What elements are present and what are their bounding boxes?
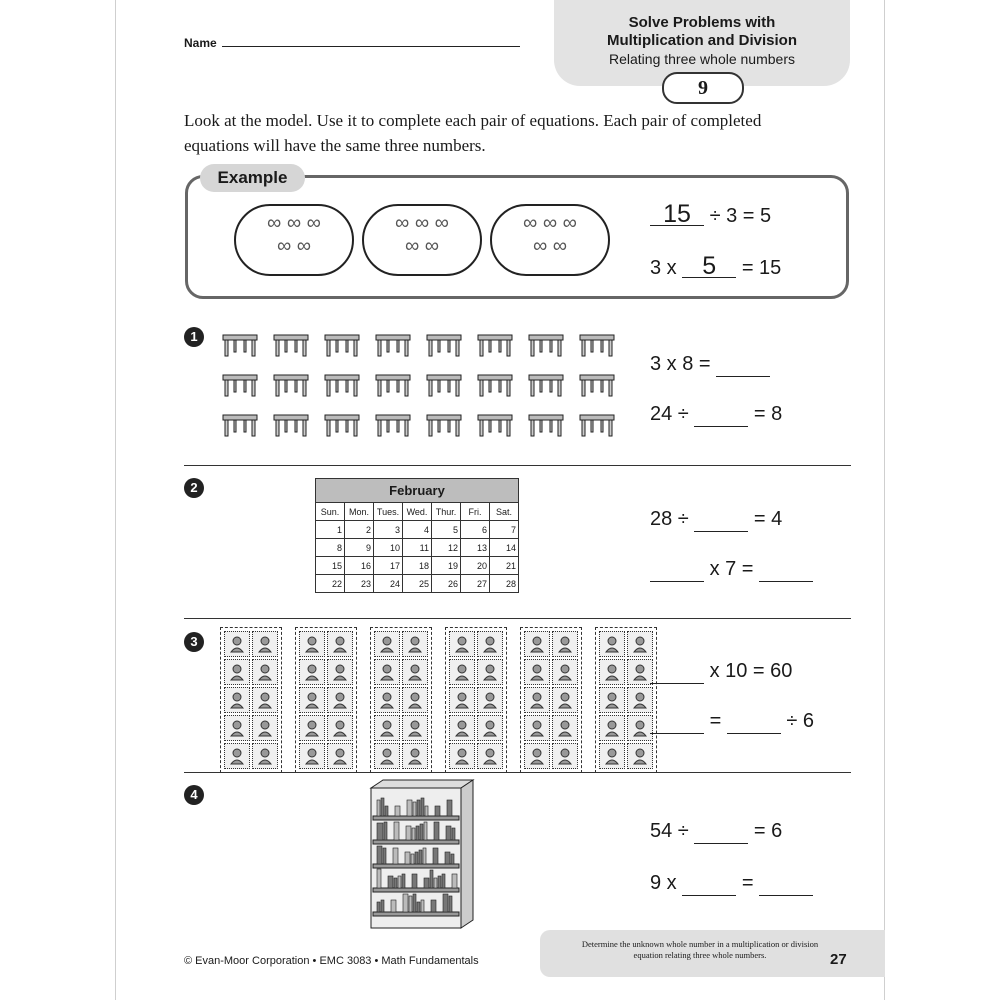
- calendar-week: [316, 557, 519, 575]
- calendar-day-header: Wed.: [403, 503, 432, 521]
- problem-3-equation-2: = ÷ 6: [650, 710, 814, 734]
- problem-number-4: 4: [184, 785, 204, 805]
- pretzel-group-3: [490, 204, 610, 276]
- stamp-icon: [402, 659, 428, 685]
- calendar-date: 12: [432, 539, 461, 557]
- pretzel-icon: ∞ ∞: [276, 235, 312, 257]
- stamp-icon: [374, 743, 400, 769]
- stamp-icon: [552, 687, 578, 713]
- table-icon: [579, 413, 615, 437]
- stamp-icon: [524, 743, 550, 769]
- stamp-icon: [252, 687, 278, 713]
- february-calendar: [315, 478, 519, 593]
- stamp-icon: [224, 715, 250, 741]
- stamp-icon: [524, 659, 550, 685]
- table-icon: [477, 413, 513, 437]
- stamp-icon: [477, 631, 503, 657]
- copyright: © Evan-Moor Corporation • EMC 3083 • Math Fundamentals: [184, 955, 479, 967]
- calendar-date: 8: [316, 539, 345, 557]
- calendar-date: 22: [316, 575, 345, 593]
- stamp-icon: [552, 631, 578, 657]
- stamp-icon: [224, 659, 250, 685]
- stamp-icon: [524, 687, 550, 713]
- stamp-icon: [299, 659, 325, 685]
- example-answer-2: 5: [682, 255, 736, 278]
- pretzel-group-2: [362, 204, 482, 276]
- table-icon: [222, 333, 258, 357]
- table-icon: [222, 413, 258, 437]
- stamp-icon: [402, 687, 428, 713]
- calendar-date: 25: [403, 575, 432, 593]
- stamp-icon: [224, 743, 250, 769]
- table-icon: [579, 333, 615, 357]
- calendar-date: 2: [345, 521, 374, 539]
- problem-2-equation-1: 28 ÷ = 4: [650, 508, 783, 530]
- answer-blank[interactable]: [727, 710, 781, 734]
- lesson-number-badge: 9: [662, 72, 744, 104]
- stamp-icon: [477, 715, 503, 741]
- calendar-date: 23: [345, 575, 374, 593]
- stamp-icon: [374, 715, 400, 741]
- table-icon: [375, 373, 411, 397]
- table-icon: [273, 333, 309, 357]
- calendar-date: 17: [374, 557, 403, 575]
- stamp-icon: [327, 659, 353, 685]
- calendar-date: 11: [403, 539, 432, 557]
- table-icon: [477, 373, 513, 397]
- answer-blank[interactable]: [694, 820, 748, 844]
- stamp-icon: [552, 659, 578, 685]
- table-icon: [426, 413, 462, 437]
- calendar-date: 20: [461, 557, 490, 575]
- stamp-icon: [327, 743, 353, 769]
- pretzel-icon: ∞ ∞: [404, 235, 440, 257]
- calendar-date: 3: [374, 521, 403, 539]
- table-icon: [426, 373, 462, 397]
- divider: [184, 618, 851, 619]
- calendar-date: 13: [461, 539, 490, 557]
- answer-blank[interactable]: [650, 558, 704, 582]
- stamp-sheet: [595, 627, 657, 773]
- problem-1-equation-2: 24 ÷ = 8: [650, 403, 783, 425]
- divider: [184, 465, 851, 466]
- calendar-date: 26: [432, 575, 461, 593]
- stamp-icon: [627, 743, 653, 769]
- stamp-icon: [402, 715, 428, 741]
- stamp-icon: [627, 631, 653, 657]
- stamp-icon: [374, 659, 400, 685]
- problem-number-2: 2: [184, 478, 204, 498]
- problem-number-3: 3: [184, 632, 204, 652]
- stamp-icon: [599, 631, 625, 657]
- table-icon: [375, 413, 411, 437]
- tables-row: [222, 413, 622, 437]
- stamp-icon: [327, 715, 353, 741]
- stamp-icon: [402, 743, 428, 769]
- example-answer-1: 15: [650, 203, 704, 226]
- table-icon: [477, 333, 513, 357]
- table-icon: [528, 333, 564, 357]
- calendar-day-header: Sat.: [490, 503, 519, 521]
- name-input-line[interactable]: [222, 46, 520, 47]
- calendar-date: 9: [345, 539, 374, 557]
- calendar-date: 16: [345, 557, 374, 575]
- stamp-icon: [299, 631, 325, 657]
- table-icon: [426, 333, 462, 357]
- calendar-date: 21: [490, 557, 519, 575]
- page-number: 27: [830, 951, 847, 968]
- calendar-week: [316, 575, 519, 593]
- calendar-date: 18: [403, 557, 432, 575]
- problem-2-equation-2: x 7 =: [650, 558, 813, 582]
- calendar-date: 14: [490, 539, 519, 557]
- bookcase-icon: [365, 778, 477, 930]
- stamp-icon: [374, 687, 400, 713]
- stamp-icon: [477, 743, 503, 769]
- stamp-icon: [224, 687, 250, 713]
- answer-blank[interactable]: [650, 710, 704, 734]
- table-icon: [324, 413, 360, 437]
- stamp-icon: [299, 687, 325, 713]
- stamp-icon: [524, 631, 550, 657]
- stamp-icon: [599, 659, 625, 685]
- stamp-icon: [327, 687, 353, 713]
- problem-3-equation-1: x 10 = 60: [650, 660, 792, 684]
- pretzel-icon: ∞ ∞ ∞: [523, 212, 577, 234]
- calendar-date: 19: [432, 557, 461, 575]
- calendar-day-header: Thur.: [432, 503, 461, 521]
- stamp-icon: [599, 715, 625, 741]
- table-icon: [324, 373, 360, 397]
- calendar-date: 15: [316, 557, 345, 575]
- calendar-day-header: Mon.: [345, 503, 374, 521]
- problem-4-equation-2: 9 x =: [650, 872, 813, 896]
- stamp-sheet: [370, 627, 432, 773]
- stamp-icon: [599, 687, 625, 713]
- answer-blank[interactable]: [759, 872, 813, 896]
- problem-4-equation-1: 54 ÷ = 6: [650, 820, 783, 842]
- divider: [184, 772, 851, 773]
- stamp-icon: [224, 631, 250, 657]
- stamp-icon: [552, 743, 578, 769]
- answer-blank[interactable]: [682, 872, 736, 896]
- stamp-sheet: [520, 627, 582, 773]
- table-icon: [579, 373, 615, 397]
- calendar-day-header: Fri.: [461, 503, 490, 521]
- stamp-icon: [374, 631, 400, 657]
- calendar-date: 7: [490, 521, 519, 539]
- tables-row: [222, 333, 622, 357]
- calendar-day-header: Sun.: [316, 503, 345, 521]
- stamp-icon: [524, 715, 550, 741]
- problem-1-equation-1: 3 x 8 =: [650, 353, 770, 377]
- example-equation-1: 15 ÷ 3 = 5: [650, 203, 771, 228]
- table-icon: [273, 373, 309, 397]
- instructions: Look at the model. Use it to complete each pair of equations. Each pair of completed equations will have the same three numbers.: [184, 111, 762, 155]
- header-title-line2: Multiplication and Division: [606, 32, 797, 49]
- answer-blank[interactable]: [694, 508, 748, 532]
- calendar-month: February: [316, 479, 519, 503]
- answer-blank[interactable]: [759, 558, 813, 582]
- stamp-icon: [552, 715, 578, 741]
- answer-blank[interactable]: [650, 660, 704, 684]
- stamp-icon: [599, 743, 625, 769]
- example-label: Example: [200, 164, 305, 192]
- calendar-week: [316, 539, 519, 557]
- answer-blank[interactable]: [694, 403, 748, 427]
- tables-model: [222, 333, 622, 453]
- stamp-sheets-model: [220, 627, 657, 773]
- name-label: Name: [184, 36, 217, 50]
- stamp-icon: [252, 659, 278, 685]
- pretzel-icon: ∞ ∞: [532, 235, 568, 257]
- stamp-icon: [477, 687, 503, 713]
- stamp-icon: [449, 715, 475, 741]
- stamp-icon: [449, 659, 475, 685]
- pretzel-group-1: [234, 204, 354, 276]
- table-icon: [528, 373, 564, 397]
- calendar-date: 10: [374, 539, 403, 557]
- stamp-icon: [402, 631, 428, 657]
- stamp-sheet: [220, 627, 282, 773]
- calendar-date: 27: [461, 575, 490, 593]
- calendar-week: [316, 521, 519, 539]
- stamp-icon: [252, 715, 278, 741]
- table-icon: [273, 413, 309, 437]
- example-equation-2: 3 x 5 = 15: [650, 252, 782, 280]
- table-icon: [528, 413, 564, 437]
- calendar-date: 4: [403, 521, 432, 539]
- header-subtitle: Relating three whole numbers: [609, 51, 795, 67]
- calendar-date: 1: [316, 521, 345, 539]
- calendar-date: 6: [461, 521, 490, 539]
- stamp-icon: [327, 631, 353, 657]
- stamp-sheet: [295, 627, 357, 773]
- pretzel-icon: ∞ ∞ ∞: [395, 212, 449, 234]
- stamp-sheet: [445, 627, 507, 773]
- stamp-icon: [252, 631, 278, 657]
- calendar-date: 28: [490, 575, 519, 593]
- calendar-date: 5: [432, 521, 461, 539]
- stamp-icon: [449, 631, 475, 657]
- stamp-icon: [299, 743, 325, 769]
- tables-row: [222, 373, 622, 397]
- pretzel-icon: ∞ ∞ ∞: [267, 212, 321, 234]
- table-icon: [375, 333, 411, 357]
- header-title-line1: Solve Problems with: [628, 14, 776, 31]
- calendar-date: 24: [374, 575, 403, 593]
- table-icon: [324, 333, 360, 357]
- stamp-icon: [449, 743, 475, 769]
- footer-note: Determine the unknown whole number in a multiplication or division equation relating three whole numbers.: [581, 939, 819, 960]
- stamp-icon: [449, 687, 475, 713]
- answer-blank[interactable]: [716, 353, 770, 377]
- stamp-icon: [252, 743, 278, 769]
- problem-number-1: 1: [184, 327, 204, 347]
- stamp-icon: [299, 715, 325, 741]
- calendar-day-header: Tues.: [374, 503, 403, 521]
- table-icon: [222, 373, 258, 397]
- stamp-icon: [477, 659, 503, 685]
